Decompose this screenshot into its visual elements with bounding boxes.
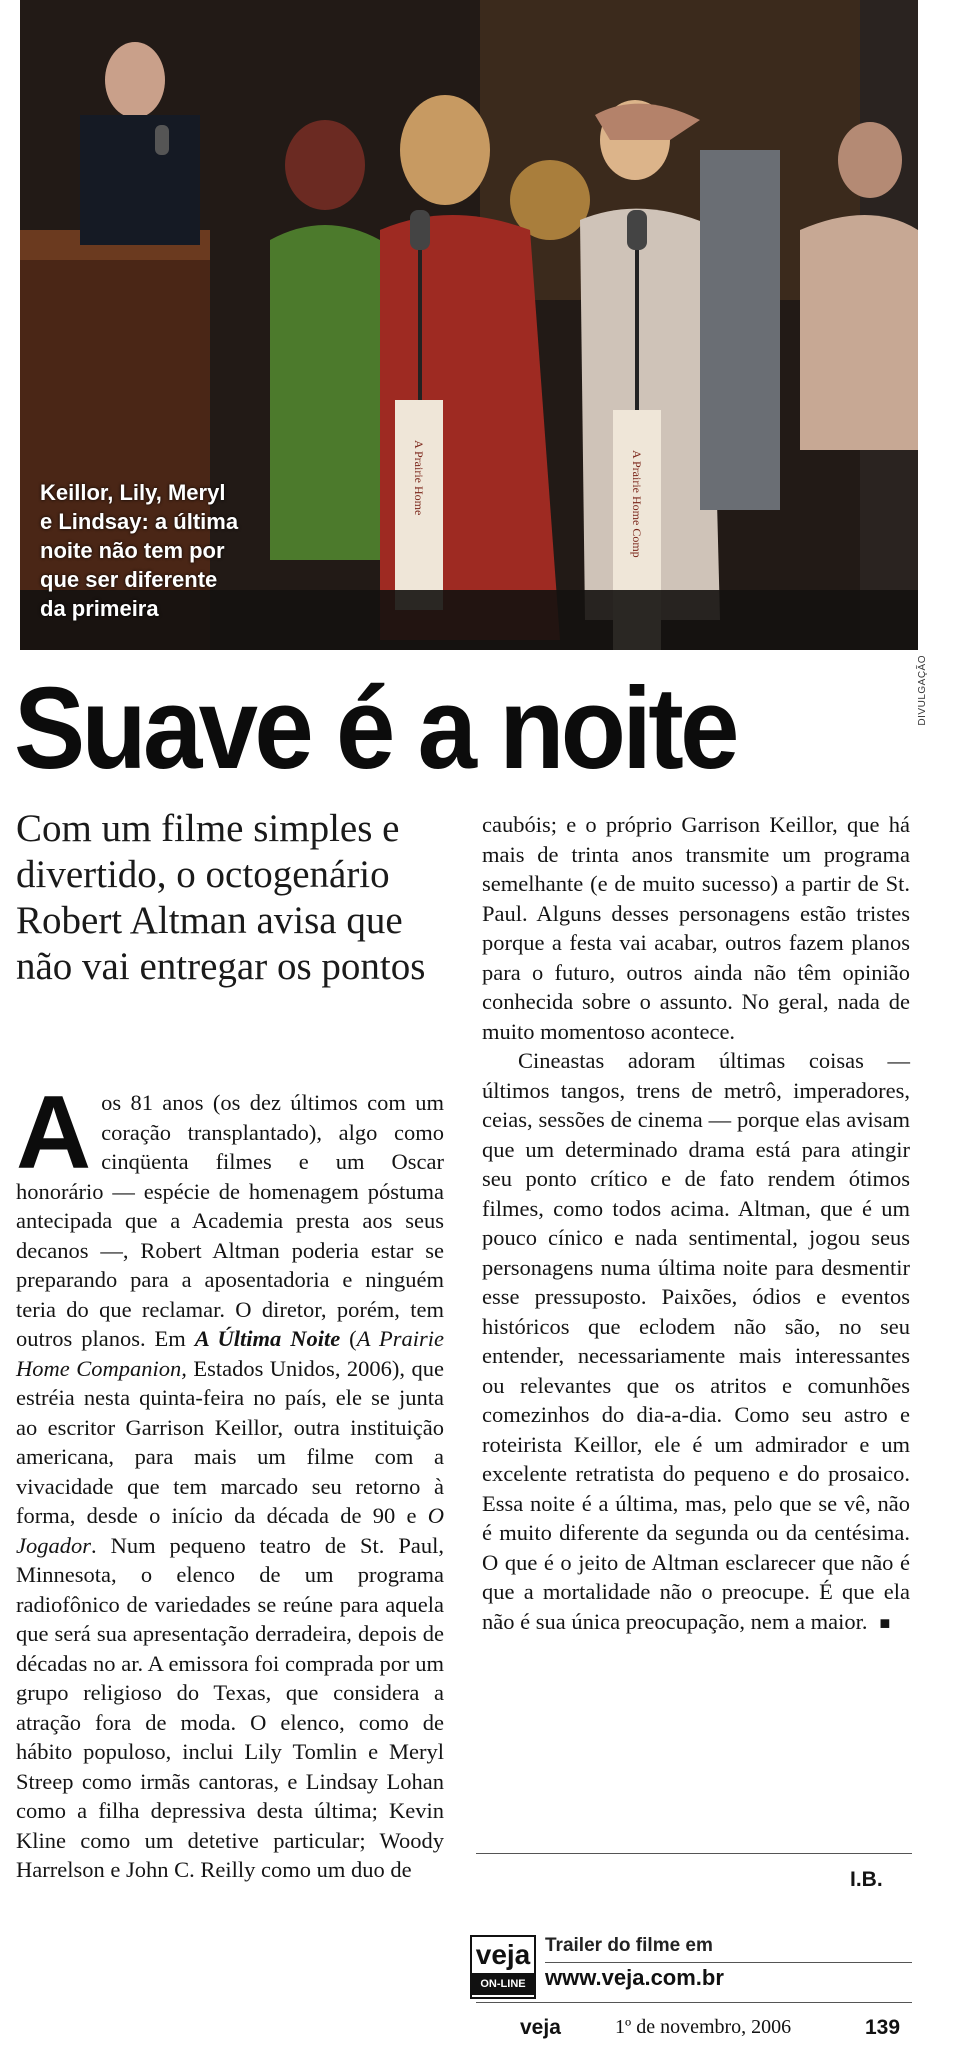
paragraph-2-body: Cineastas adoram últimas coisas — últimos tangos, trens de metrô, imperadores, ceias, sessões de cinema — porque elas avisam que um determinado drama está para atingir seu ponto crítico e de fato rendem ótimos filmes, como todos acima. Altman, que é um pouco cínico e nada sentimental, jogou seus personagens numa última noite para desmentir esse pressuposto. Paixões, ódios e eventos históricos que eclodem não são, no seu entender, necessariamente mais interessantes ou relevantes que os atritos e comunhões comezinhos do dia-a-dia. Como seu astro e roteirista Keillor, ele é um admirador e um excelente retratista do pequeno e do prosaico. Essa noite é a última, mas, pelo que se vê, não é muito diferente da segunda ou da centésima. O que é o jeito de Altman esclarecer que não é que a mortalidade não o preocupe. É que ela não é sua única preocupação, nem a maior. xyxy=(482,1048,910,1634)
article-photo xyxy=(20,0,918,650)
microphone-icon xyxy=(410,210,430,250)
logo-sub: ON-LINE xyxy=(472,1973,534,1995)
text-run: Estados Unidos, 2006), que estréia nesta quinta-feira no país, ele se junta ao escritor Garrison Keillor, outra instituição americana, para mais um filme com a vivacidade que tem marcado seu retorno à forma, desde o início da década de 90 e xyxy=(16,1355,445,1528)
paragraph-2 xyxy=(482,1046,910,1638)
promo-link[interactable]: www.veja.com.br xyxy=(545,1965,724,1990)
promo-label: Trailer do filme em xyxy=(545,1935,713,1956)
paragraph-1-continued xyxy=(482,810,910,1046)
text-run: os 81 anos (os dez últimos com um coração transplantado), algo como cinqüenta filmes e um Oscar honorário — espécie de homenagem póstuma antecipada que a Academia presta aos seus decanos —, Robert Altman poderia estar se preparando para a aposentadoria e ninguém teria do que reclamar. O diretor, porém, tem outros planos. Em xyxy=(16,1090,444,1351)
photo-caption xyxy=(40,478,300,623)
man-floral-shirt xyxy=(800,215,918,450)
caption-line: Keillor, Lily, Meryl xyxy=(40,480,226,505)
paragraph-1-body xyxy=(16,1075,445,1882)
text-run: caubóis; e o próprio Garrison Keillor, que há mais de trinta anos transmite um programa semelhante (e de muito sucesso) a partir de St. Paul. Alguns desses personagens estão tristes porque a festa vai acabar, outros fazem planos para o futuro, outros ainda não têm opinião conhecida sobre o assunto. No geral, nada de muito momentoso acontece. xyxy=(482,812,910,1044)
page-number: 139 xyxy=(865,2016,901,2039)
veja-online-logo[interactable] xyxy=(470,1935,536,1999)
stand-text-right: A Prairie Home Comp xyxy=(630,450,644,558)
caption-line: que ser diferente xyxy=(40,567,218,592)
column-rule xyxy=(476,1853,912,1854)
text-run: A Prairie Home Companion, xyxy=(16,1326,444,1381)
caption-line: e Lindsay: a última xyxy=(40,509,239,534)
photo-credit: DIVULGAÇÃO xyxy=(917,655,928,726)
logo-word: veja xyxy=(475,1939,531,1970)
end-mark: ■ xyxy=(879,1612,891,1633)
drop-cap: A xyxy=(16,1075,92,1191)
author-initials: I.B. xyxy=(850,1868,883,1891)
caption-line: noite não tem por xyxy=(40,538,225,563)
text-run: O Jogador xyxy=(16,1503,444,1558)
folio-magazine: veja xyxy=(520,2016,561,2039)
stand-text-left: A Prairie Home xyxy=(412,440,426,516)
microphone-icon xyxy=(627,210,647,250)
folio-date: 1º de novembro, 2006 xyxy=(615,2016,792,2038)
article-column-2 xyxy=(482,810,910,1638)
promo-bottom-rule xyxy=(476,2002,912,2003)
text-run: A Última Noite xyxy=(194,1326,341,1351)
dek: Com um filme simples e divertido, o octogenário Robert Altman avisa que não vai entregar os pontos xyxy=(16,807,426,988)
text-run: ( xyxy=(340,1326,357,1351)
text-run: . Num pequeno teatro de St. Paul, Minnesota, o elenco de um programa radiofônico de variedades se reúne para aquela que será sua apresentação derradeira, depois de décadas no ar. A emissora foi comprada por um grupo religioso do Texas, que considera a atração fora de moda. O elenco, como de hábito populoso, inclui Lily Tomlin e Meryl Streep como irmãs cantoras, e Lindsay Lohan como a filha depressiva desta última; Kevin Kline como um detetive particular; Woody Harrelson e John C. Reilly como um duo de xyxy=(16,1532,444,1882)
paragraph-1 xyxy=(16,1075,445,1885)
promo-rule xyxy=(545,1962,912,1963)
microphone-icon xyxy=(155,125,169,155)
headline: Suave é a noite xyxy=(14,663,736,793)
article-column-1 xyxy=(16,1075,445,1885)
man-at-lectern xyxy=(80,115,200,245)
caption-line: da primeira xyxy=(40,596,159,621)
